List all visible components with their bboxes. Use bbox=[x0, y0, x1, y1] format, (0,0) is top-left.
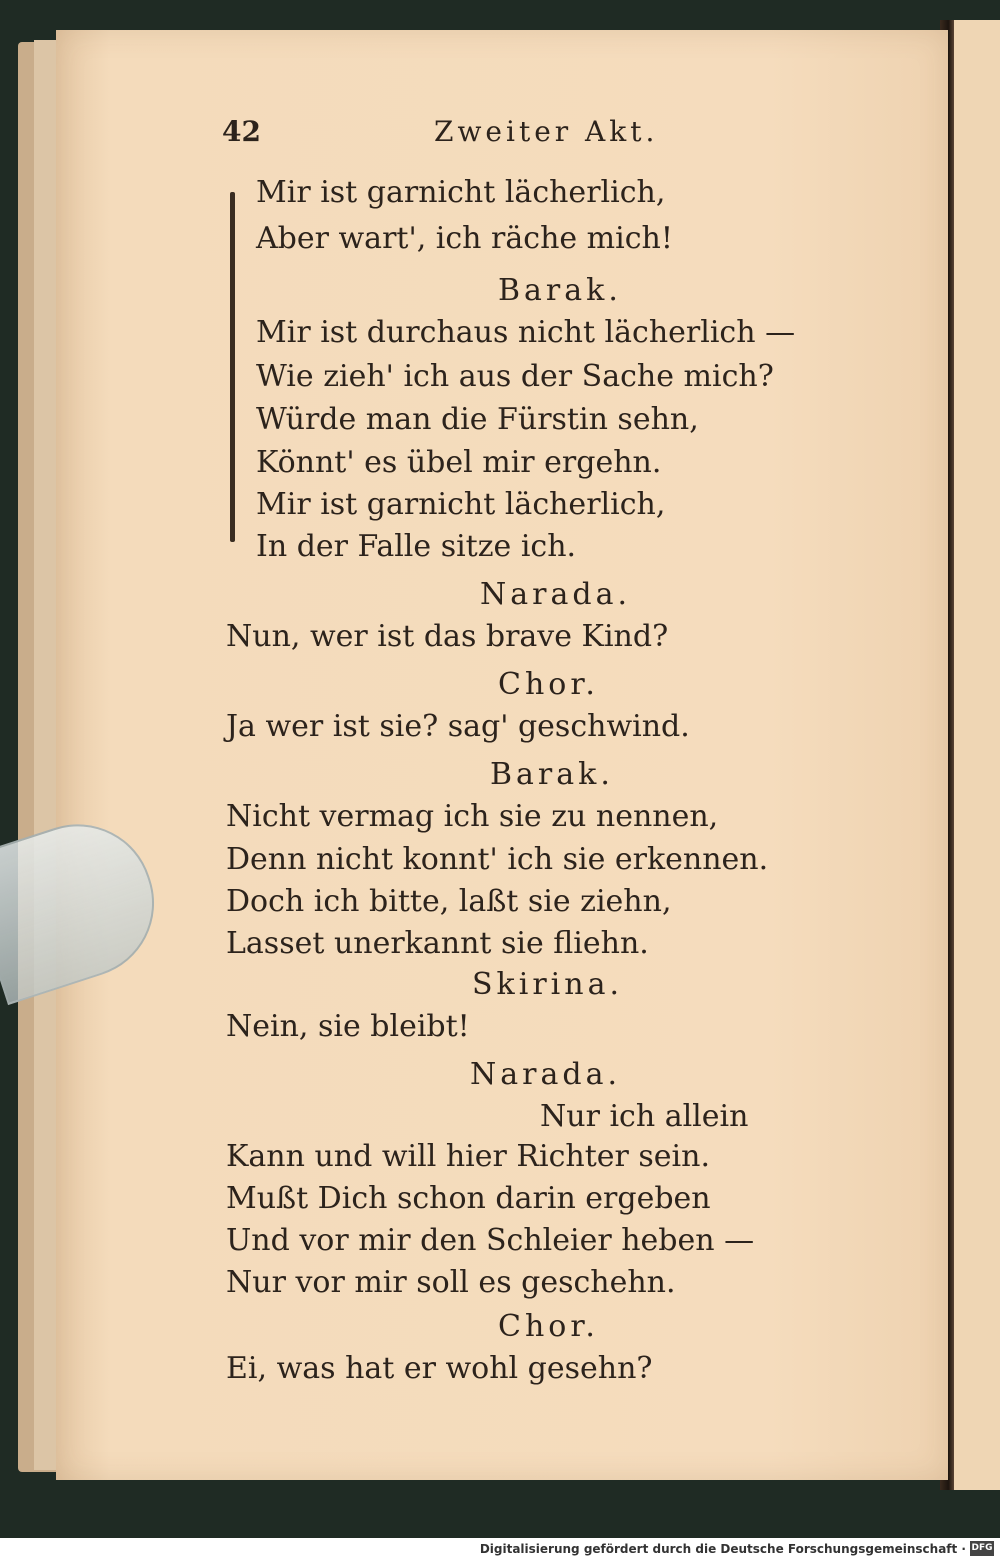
verse-line: Kann und will hier Richter sein. bbox=[226, 1139, 710, 1174]
verse-line: Denn nicht konnt' ich sie erkennen. bbox=[226, 842, 769, 877]
speaker-name: Chor. bbox=[498, 1309, 599, 1344]
verse-line: Könnt' es übel mir ergehn. bbox=[256, 445, 662, 480]
verse-line: Mir ist durchaus nicht lächerlich — bbox=[256, 315, 796, 350]
footer-credit: Digitalisierung gefördert durch die Deutsche Forschungsgemeinschaft · bbox=[479, 1542, 966, 1556]
verse-line: Wie zieh' ich aus der Sache mich? bbox=[256, 359, 774, 394]
page-number: 42 bbox=[222, 115, 261, 148]
verse-line: Nur ich allein bbox=[540, 1099, 749, 1134]
facing-page bbox=[952, 20, 1000, 1490]
verse-line: Und vor mir den Schleier heben — bbox=[226, 1223, 755, 1258]
verse-line: Nun, wer ist das brave Kind? bbox=[226, 619, 669, 654]
speaker-name: Chor. bbox=[498, 667, 599, 702]
speaker-name: Narada. bbox=[480, 577, 631, 612]
verse-line: Mußt Dich schon darin ergeben bbox=[226, 1181, 711, 1216]
verse-line: Ei, was hat er wohl gesehn? bbox=[226, 1351, 653, 1386]
speaker-name: Skirina. bbox=[472, 967, 624, 1002]
verse-line: Doch ich bitte, laßt sie ziehn, bbox=[226, 884, 672, 919]
speaker-name: Barak. bbox=[498, 273, 622, 308]
verse-line: Würde man die Fürstin sehn, bbox=[256, 402, 699, 437]
verse-line: Nicht vermag ich sie zu nennen, bbox=[226, 799, 719, 834]
verse-line: Nur vor mir soll es geschehn. bbox=[226, 1265, 676, 1300]
verse-line: In der Falle sitze ich. bbox=[256, 529, 577, 564]
verse-line: Aber wart', ich räche mich! bbox=[256, 221, 673, 256]
verse-line: Ja wer ist sie? sag' geschwind. bbox=[226, 709, 690, 744]
verse-line: Lasset unerkannt sie fliehn. bbox=[226, 926, 649, 961]
dfg-logo: DFG bbox=[970, 1541, 994, 1556]
speaker-name: Narada. bbox=[470, 1057, 621, 1092]
running-title: Zweiter Akt. bbox=[434, 115, 659, 148]
margin-bracket bbox=[230, 192, 235, 542]
verse-line: Nein, sie bleibt! bbox=[226, 1009, 470, 1044]
verse-line: Mir ist garnicht lächerlich, bbox=[256, 487, 666, 522]
speaker-name: Barak. bbox=[490, 757, 614, 792]
verse-line: Mir ist garnicht lächerlich, bbox=[256, 175, 666, 210]
